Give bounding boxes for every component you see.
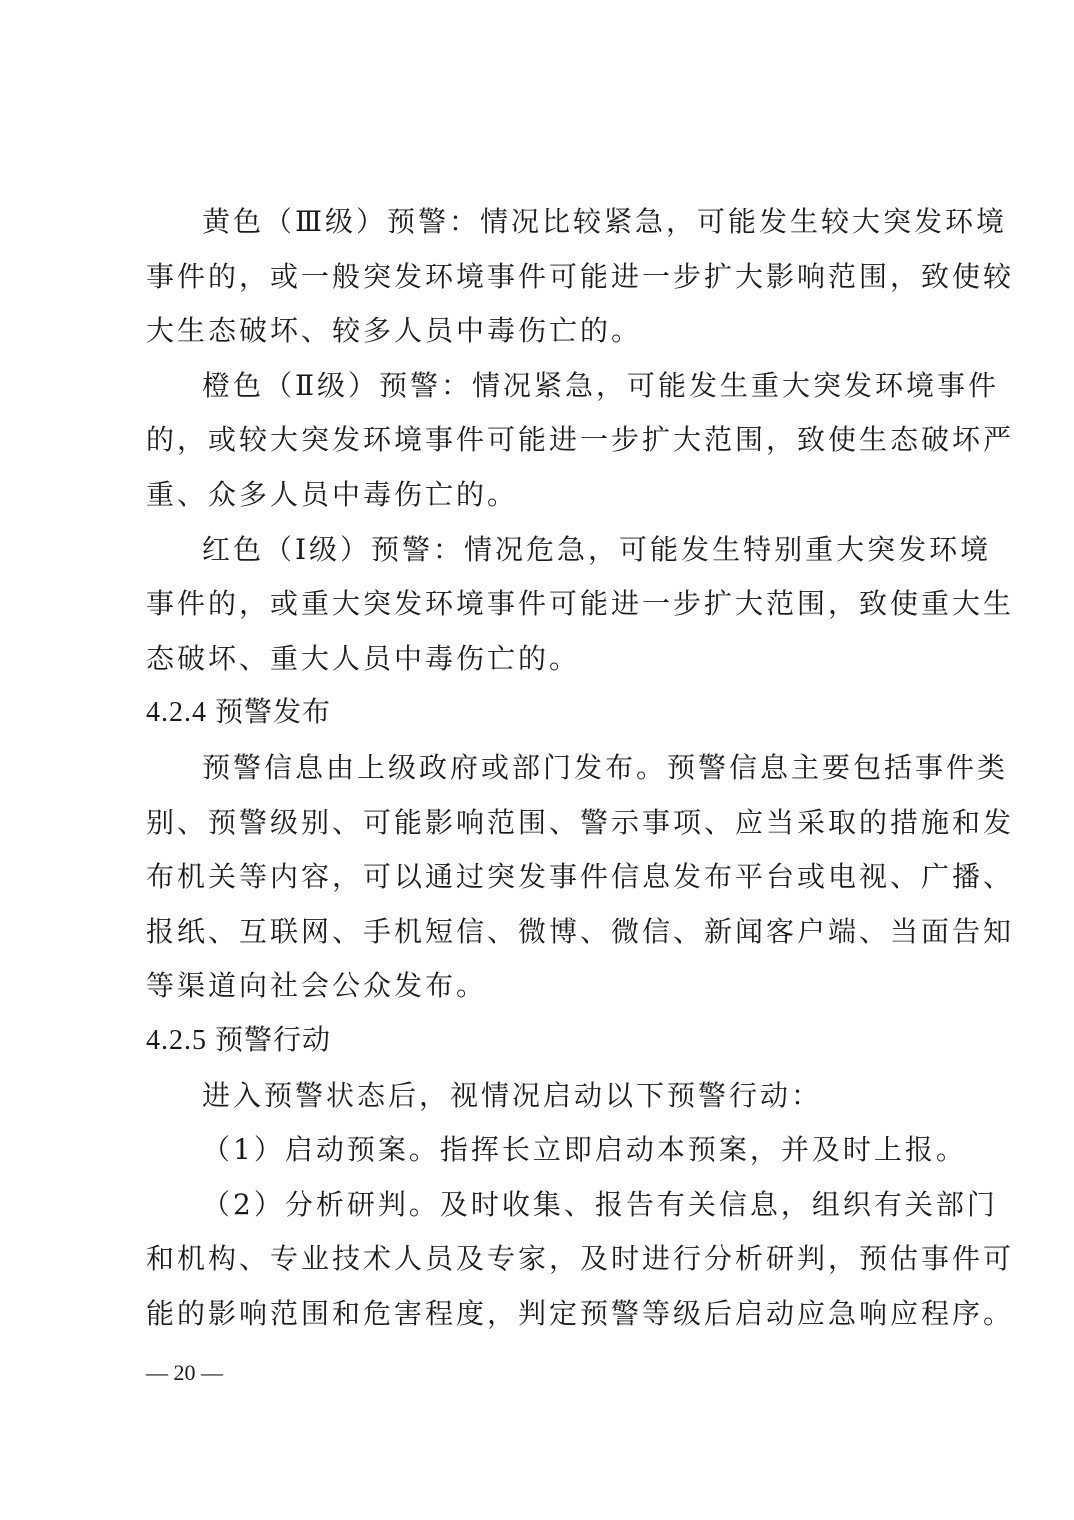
paragraph-line: 黄色（Ⅲ级）预警：情况比较紧急，可能发生较大突发环境 xyxy=(202,205,1008,238)
paragraph-line: （1）启动预案。指挥长立即启动本预案，并及时上报。 xyxy=(202,1133,967,1166)
paragraph-line: 的，或较大突发环境事件可能进一步扩大范围，致使生态破坏严 xyxy=(146,423,1015,456)
paragraph-line: 报纸、互联网、手机短信、微博、微信、新闻客户端、当面告知 xyxy=(146,915,1015,948)
paragraph-line: 别、预警级别、可能影响范围、警示事项、应当采取的措施和发 xyxy=(146,806,1015,839)
page-number: — 20 — xyxy=(146,1360,223,1385)
paragraph-line: 能的影响范围和危害程度，判定预警等级后启动应急响应程序。 xyxy=(146,1297,1015,1330)
paragraph-line: 重、众多人员中毒伤亡的。 xyxy=(146,478,519,511)
paragraph-line: 等渠道向社会公众发布。 xyxy=(146,969,488,1002)
paragraph-line: 大生态破坏、较多人员中毒伤亡的。 xyxy=(146,314,643,347)
section-heading: 4.2.4 预警发布 xyxy=(146,697,332,728)
paragraph-line: 红色（Ⅰ级）预警：情况危急，可能发生特别重大突发环境 xyxy=(202,533,992,566)
paragraph-line: 进入预警状态后，视情况启动以下预警行动： xyxy=(202,1079,823,1112)
paragraph-line: 预警信息由上级政府或部门发布。预警信息主要包括事件类 xyxy=(202,751,1009,784)
paragraph-line: 事件的，或一般突发环境事件可能进一步扩大影响范围，致使较 xyxy=(146,260,1015,293)
paragraph-line: 和机构、专业技术人员及专家，及时进行分析研判，预估事件可 xyxy=(146,1242,1015,1275)
paragraph-line: 事件的，或重大突发环境事件可能进一步扩大范围，致使重大生 xyxy=(146,587,1015,620)
paragraph-line: 橙色（Ⅱ级）预警：情况紧急，可能发生重大突发环境事件 xyxy=(202,369,1000,402)
paragraph-line: （2）分析研判。及时收集、报告有关信息，组织有关部门 xyxy=(202,1188,998,1221)
paragraph-line: 布机关等内容，可以通过突发事件信息发布平台或电视、广播、 xyxy=(146,860,1015,893)
paragraph-line: 态破坏、重大人员中毒伤亡的。 xyxy=(146,642,581,675)
section-heading: 4.2.5 预警行动 xyxy=(146,1025,332,1056)
